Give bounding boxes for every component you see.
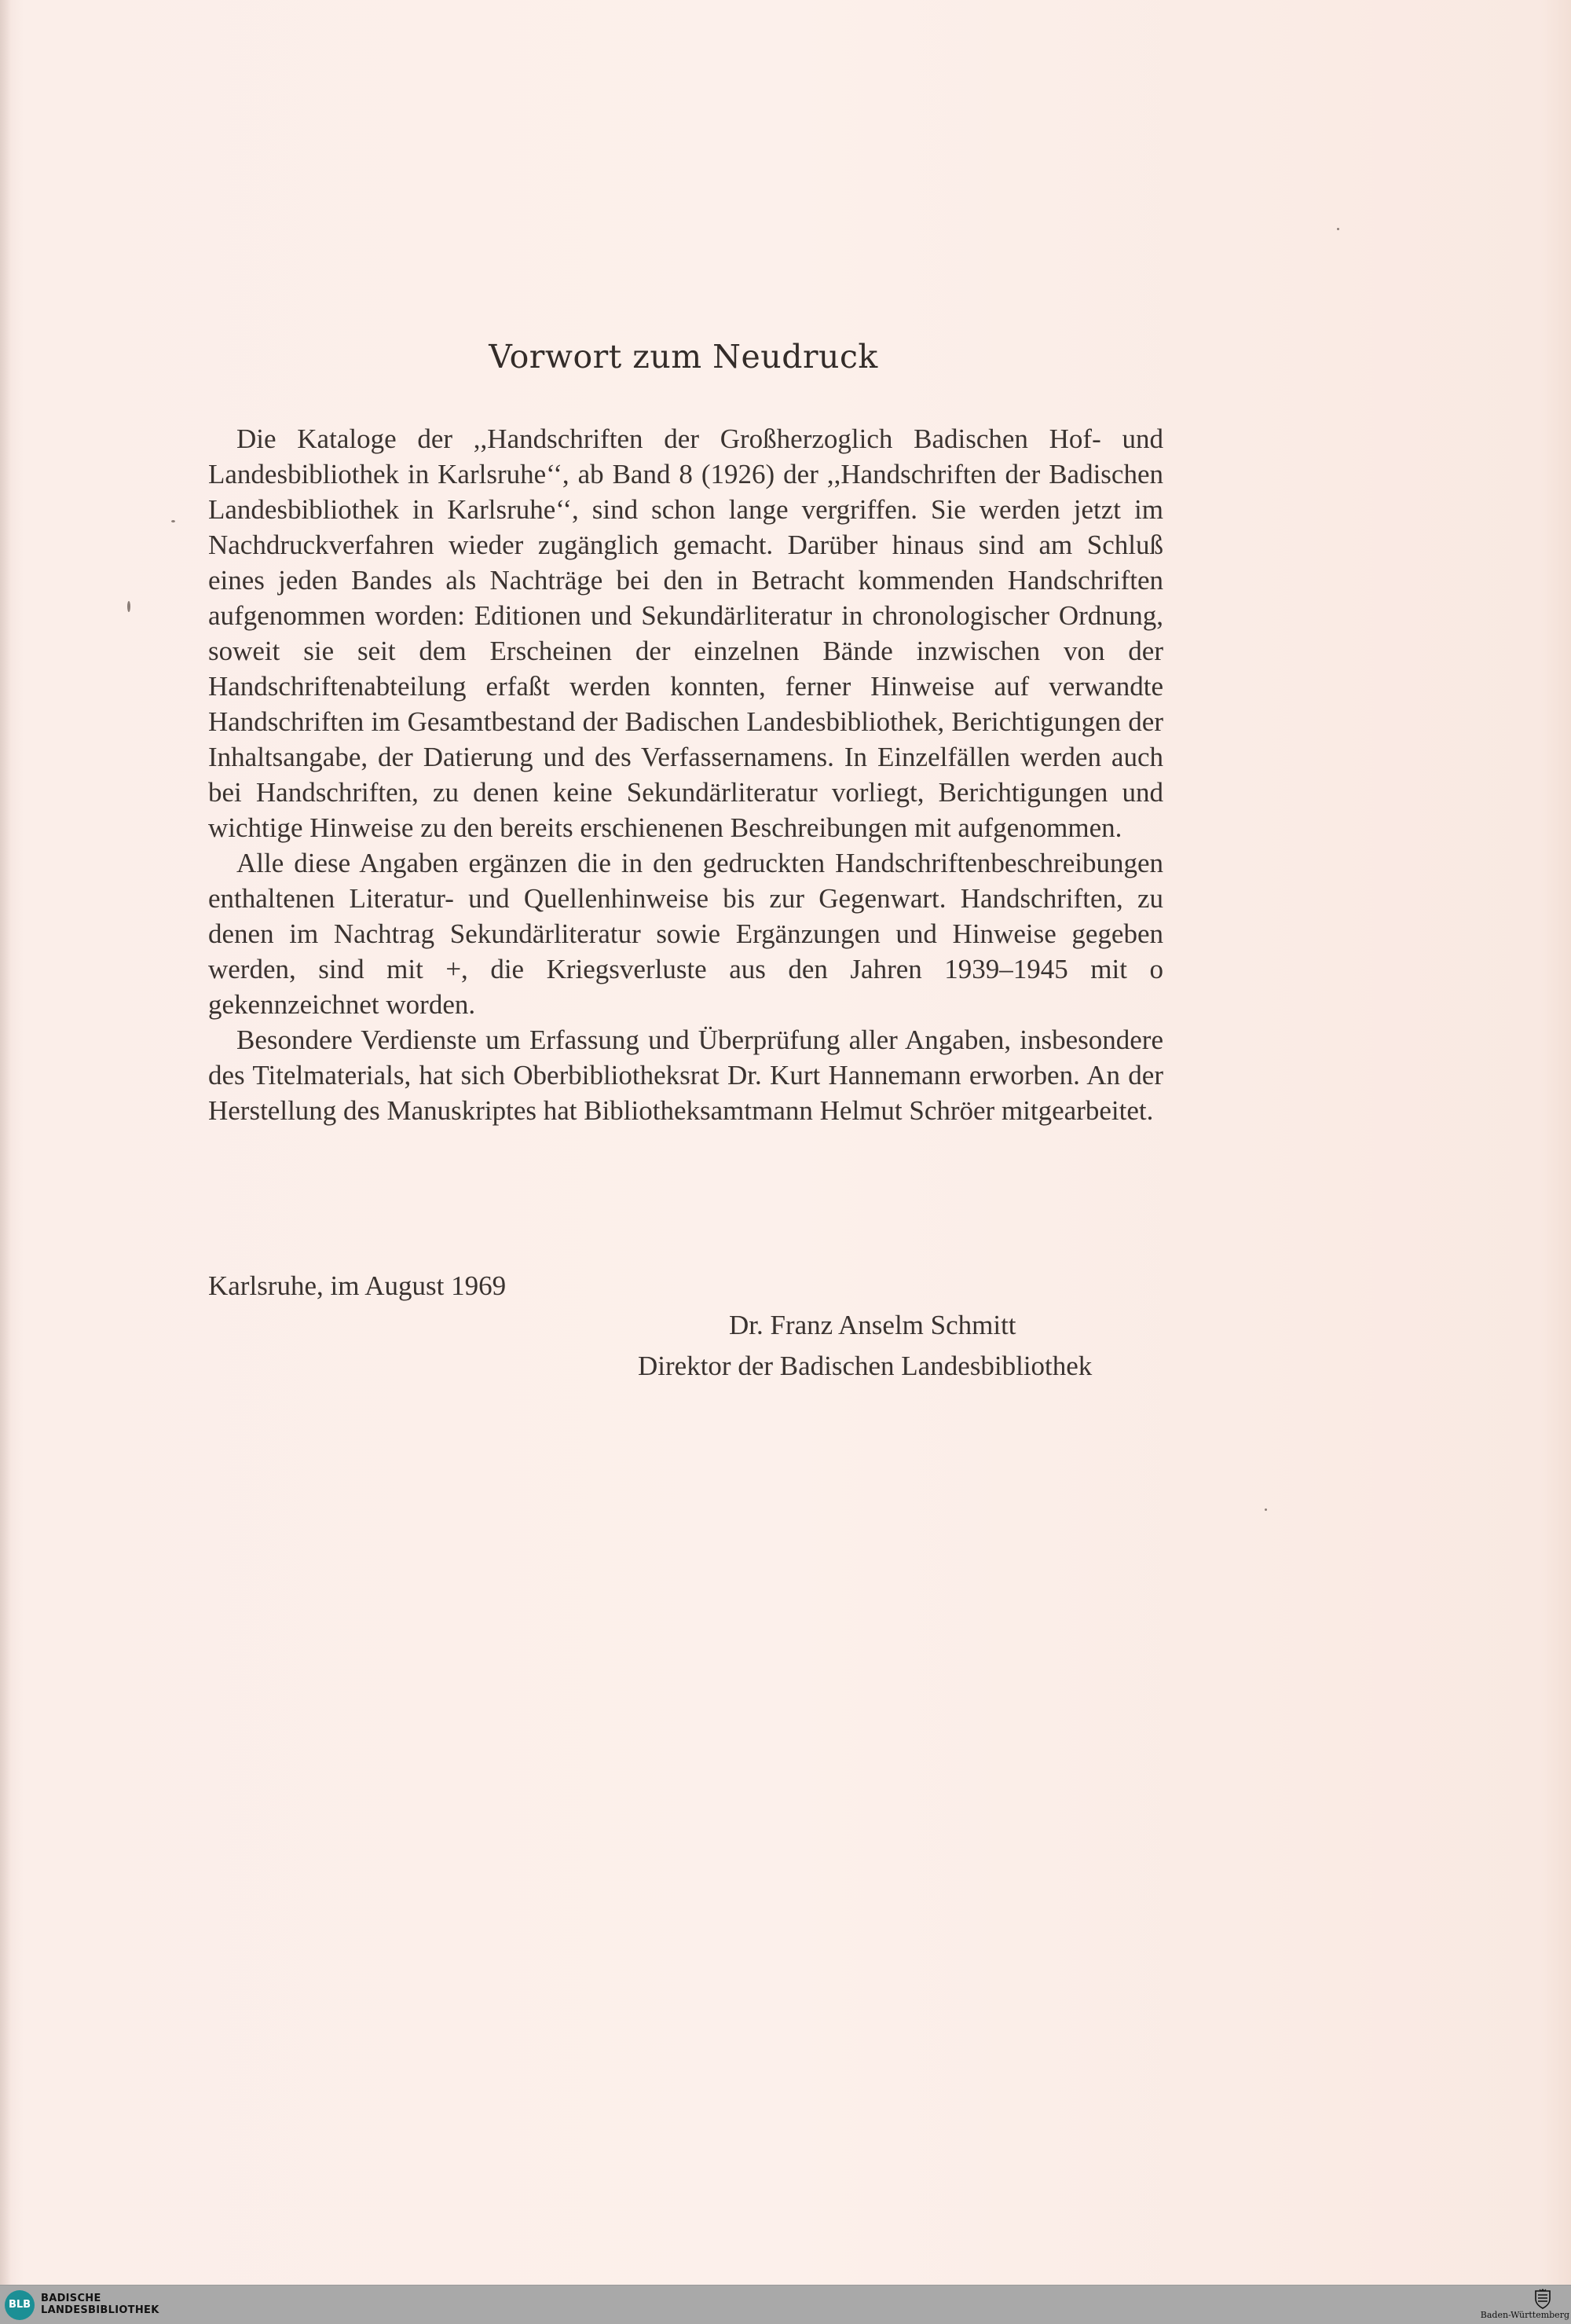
signatory-role: Direktor der Badischen Landesbibliothek: [638, 1351, 1093, 1381]
viewer-footer-bar: [0, 2285, 1571, 2324]
blb-logo-icon[interactable]: BLB: [5, 2290, 35, 2320]
place-and-date: Karlsruhe, im August 1969: [208, 1270, 507, 1301]
library-name-line-1: BADISCHE: [41, 2293, 101, 2304]
paper-speck: [127, 601, 130, 612]
library-name[interactable]: [41, 2293, 159, 2316]
paragraph-2: Alle diese Angaben ergänzen die in den gedruckten Handschriftenbeschreibungen enthaltenen Literatur- und Quellenhinweise bis zur Gegenwart. Handschriften, zu denen im Nachtrag Sekundärliteratur sowie Ergänzungen und Hinweise gegeben werden, sind mit +, die Kriegsverluste aus den Jahren 1939–1945 mit o gekennzeichnet worden.: [208, 848, 1163, 1020]
paper-speck: [171, 520, 175, 522]
signatory-name: Dr. Franz Anselm Schmitt: [729, 1310, 1016, 1340]
paper-speck: [1265, 1508, 1267, 1511]
baden-wuerttemberg-crest-icon: [1534, 2289, 1551, 2309]
page-title: Vorwort zum Neudruck: [489, 338, 878, 376]
library-name-line-2: LANDESBIBLIOTHEK: [41, 2304, 159, 2316]
paper-speck: [1337, 228, 1339, 230]
state-label: Baden-Württemberg: [1480, 2310, 1569, 2320]
foreword-body: [208, 421, 1163, 1128]
paragraph-3: Besondere Verdienste um Erfassung und Überprüfung aller Angaben, insbesondere des Titelmaterials, hat sich Oberbibliotheksrat Dr. Kurt Hannemann erworben. An der Herstellung des Manuskriptes hat Bibliotheksamtmann Helmut Schröer mitgearbeitet.: [208, 1025, 1163, 1126]
paragraph-1: Die Kataloge der ,,Handschriften der Großherzoglich Badischen Hof- und Landesbibliothek in Karlsruhe‘‘, ab Band 8 (1926) der ,,Handschriften der Badischen Landesbibliothek in Karlsruhe‘‘, sind schon lange vergriffen. Sie werden jetzt im Nachdruckverfahren wieder zugänglich gemacht. Darüber hinaus sind am Schluß eines jeden Bandes als Nachträge bei den in Betracht kommenden Handschriften aufgenommen worden: Editionen und Sekundärliteratur in chronologischer Ordnung, soweit sie seit dem Erscheinen der einzelnen Bände inzwischen von der Handschriftenabteilung erfaßt werden konnten, ferner Hinweise auf verwandte Handschriften im Gesamtbestand der Badischen Landesbibliothek, Berichtigungen der Inhaltsangabe, der Datierung und des Verfassernamens. In Einzelfällen werden auch bei Handschriften, zu denen keine Sekundärliteratur vorliegt, Berichtigungen und wichtige Hinweise zu den bereits erschienenen Beschreibungen mit aufgenommen.: [208, 423, 1163, 843]
